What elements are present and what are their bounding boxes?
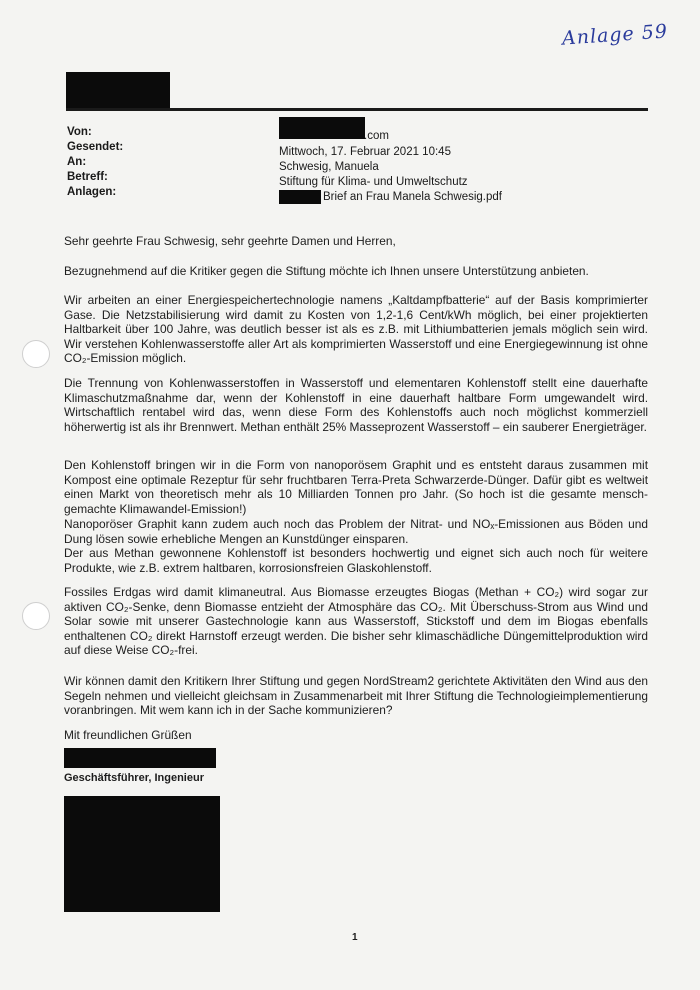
sender-domain: .com — [364, 130, 389, 142]
closing-line: Mit freundlichen Grüßen — [64, 728, 192, 742]
punch-hole-bottom — [22, 602, 50, 630]
to-value: Schwesig, Manuela — [279, 161, 379, 173]
paragraph-4a: Den Kohlenstoff bringen wir in die Form von nanoporösem Graphit und es entsteht daraus zusammen mit Kompost eine optimale Rezeptur für sehr fruchtbaren Terra-Preta Schwarzerde-Dünger. Dafür gibt es weltweit einen Markt von theoretisch mehr als 10 Milliarden Tonnen pro Jahr. (So hoch ist die gesamte mensch-gemachte Klimawandel-Emission!) — [64, 458, 648, 516]
redacted-letterhead — [66, 72, 170, 110]
redacted-sender — [279, 117, 365, 139]
from-label: Von: — [67, 126, 92, 138]
redacted-signature-block — [64, 796, 220, 912]
paragraph-4b: Nanoporöser Graphit kann zudem auch noch das Problem der Nitrat- und NOₓ-Emissionen aus Böden und Dung lösen sowie erhebliche Mengen an Kunstdünger einsparen. — [64, 517, 648, 546]
redacted-attachment-prefix — [279, 190, 321, 204]
salutation: Sehr geehrte Frau Schwesig, sehr geehrte Damen und Herren, — [64, 234, 396, 248]
sent-label: Gesendet: — [67, 141, 124, 153]
attachment-value: Brief an Frau Manela Schwesig.pdf — [323, 191, 502, 203]
paragraph-1: Bezugnehmend auf die Kritiker gegen die Stiftung möchte ich Ihnen unsere Unterstützung anbieten. — [64, 264, 589, 278]
paragraph-5: Fossiles Erdgas wird damit klimaneutral. Aus Biomasse erzeugtes Biogas (Methan + CO₂) wird sogar zur aktiven CO₂-Senke, denn Biomasse entzieht der Atmosphäre das CO₂. Mit Überschuss-Strom aus Wind und Solar sowie mit unserer Gastechnologie kann aus Wasserstoff, Stickstoff und dem im Biogas ebenfalls enthaltenen CO₂ direkt Harnstoff erzeugt werden. Die bisher sehr klimaschädliche Düngemittelproduktion wird auf diese Weise CO₂-frei. — [64, 585, 648, 658]
paragraph-3: Die Trennung von Kohlenwasserstoffen in Wasserstoff und elementaren Kohlenstoff stellt eine dauerhafte Klimaschutzmaßnahme dar, wenn der Kohlenstoff in eine dauerhaft haltbare Form umgewandelt wird. Wirtschaftlich rentabel wird das, wenn diese Form des Kohlenstoffs auch noch möglichst kommerziell höherwertig ist als ihr Brennwert. Methan enthält 25% Masseprozent Wasserstoff – ein sauberer Energieträger. — [64, 376, 648, 434]
paragraph-2: Wir arbeiten an einer Energiespeichertechnologie namens „Kaltdampfbatterie“ auf der Basis komprimierter Gase. Die Netzstabilisierung wird damit zu Kosten von 1,2-1,6 Cent/kWh möglich, bei einer projektierten Haltbarkeit über 100 Jahre, was deutlich besser ist als es z.B. mit Lithiumbatterien jemals möglich sein wird. Wir verstehen Kohlenwasserstoffe aller Art als komprimierten Wasserstoff und eine Energiegewinnung ist ohne CO₂-Emission möglich. — [64, 293, 648, 366]
subject-label: Betreff: — [67, 171, 108, 183]
to-label: An: — [67, 156, 87, 168]
attachments-label: Anlagen: — [67, 186, 117, 198]
redacted-signature-name — [64, 748, 216, 768]
handwritten-annotation: Anlage 59 — [561, 20, 669, 50]
header-divider — [66, 108, 648, 111]
paragraph-4c: Der aus Methan gewonnene Kohlenstoff ist besonders hochwertig und eignet sich auch noch für weitere Produkte, wie z.B. extrem haltbaren, korrosionsfreien Glaskohlenstoff. — [64, 546, 648, 575]
signature-title: Geschäftsführer, Ingenieur — [64, 772, 204, 784]
paragraph-6: Wir können damit den Kritikern Ihrer Stiftung und gegen NordStream2 gerichtete Aktivitäten den Wind aus den Segeln nehmen und vielleicht gleichsam in Zusammenarbeit mit Ihrer Stiftung die Technologieimplementierung voranbringen. Mit wem kann ich in der Sache kommunizieren? — [64, 674, 648, 718]
punch-hole-top — [22, 340, 50, 368]
subject-value: Stiftung für Klima- und Umweltschutz — [279, 176, 468, 188]
sent-value: Mittwoch, 17. Februar 2021 10:45 — [279, 146, 451, 158]
page-number: 1 — [352, 932, 358, 943]
